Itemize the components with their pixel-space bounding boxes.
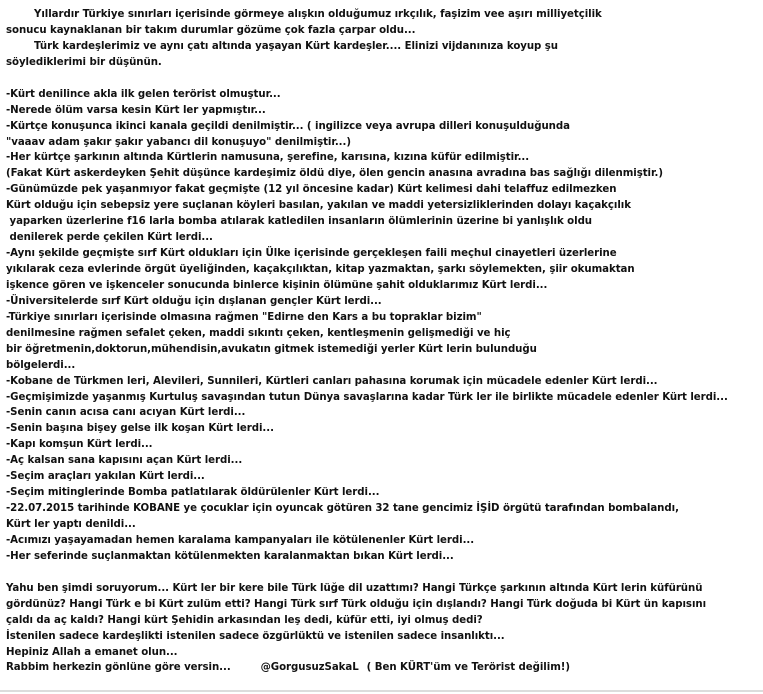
list-item: yıkılarak ceza evlerinde örgüt üyeliğinden, kaçakçılıktan, kitap yazmaktan, şarkı söylemekten, şiir okumaktan — [6, 264, 635, 275]
list-item: -Günümüzde pek yaşanmıyor fakat geçmişte (12 yıl öncesine kadar) Kürt kelimesi dahi telaffuz edilmezken — [6, 184, 617, 196]
intro-line: Yıllardır Türkiye sınırları içerisinde görmeye alışkın olduğumuz ırkçılık, faşizim vee aşırı milliyetçilik — [34, 9, 602, 20]
intro-paragraph — [6, 7, 758, 71]
list-item: işkence gören ve işkenceler sonucunda binlerce kişinin ölümüne şahit olduklarımız Kürt lerdi... — [6, 279, 548, 291]
list-item: Kürt ler yaptı denildi... — [6, 519, 136, 530]
document-body — [6, 7, 758, 676]
statement-list — [6, 87, 758, 565]
author-tagline: ( Ben KÜRT'üm ve Terörist değilim!) — [366, 662, 570, 674]
list-item: -Kobane de Türkmen leri, Alevileri, Sunnileri, Kürtleri canları pahasına korumak için mücadele edenler Kürt lerdi... — [6, 375, 658, 387]
list-item: -Senin başına bişey gelse ilk koşan Kürt lerdi... — [6, 423, 274, 435]
list-item: (Fakat Kürt askerdeyken Şehit düşünce kardeşimiz öldü diye, ölen gencin anasına avradına bas sağlığı dilenmiştir.) — [6, 168, 663, 180]
intro-line: söylediklerimi bir düşünün. — [6, 56, 162, 68]
list-item: -Kürt denilince akla ilk gelen terörist olmuştur... — [6, 88, 281, 100]
list-item: -Seçim araçları yakılan Kürt lerdi... — [6, 471, 205, 483]
closing-line: İstenilen sadece kardeşlikti istenilen sadece özgürlüktü ve istenilen sadece insanlıktı... — [6, 630, 505, 642]
signature-line — [6, 660, 758, 676]
list-item: Kürt olduğu için sebepsiz yere suçlanan köyleri basılan, yakılan ve maddi yetersizliklerinden dolayı kaçakçılık — [6, 200, 631, 212]
author-handle: @GorgusuzSakaL — [260, 662, 359, 674]
spacer — [6, 565, 758, 581]
list-item: -Nerede ölüm varsa kesin Kürt ler yapmıştır... — [6, 104, 266, 116]
list-item: -22.07.2015 tarihinde KOBANE ye çocuklar için oyuncak götüren 32 tane gencimiz İŞİD örgütü tarafından bombalandı, — [6, 503, 679, 515]
list-item: denilmesine rağmen sefalet çeken, maddi sıkıntı çeken, kentleşmenin gelişmediği ve hiç — [6, 327, 511, 339]
list-item: -Aynı şekilde geçmişte sırf Kürt oldukları için Ülke içerisinde gerçekleşen faili meçhul cinayetleri üzerlerine — [6, 248, 617, 260]
list-item: -Kürtçe konuşunca ikinci kanala geçildi denilmiştir... ( ingilizce veya avrupa dilleri konuşulduğunda — [6, 120, 570, 132]
list-item: bir öğretmenin,doktorun,mühendisin,avukatın gitmek istemediği yerler Kürt lerin bulunduğu — [6, 343, 537, 355]
bottom-divider — [0, 690, 763, 692]
list-item: "vaaav adam şakır şakır yabancı dil konuşuyo" denilmiştir...) — [6, 136, 351, 148]
list-item: -Geçmişimizde yaşanmış Kurtuluş savaşından tutun Dünya savaşlarına kadar Türk ler ile birlikte mücadele edenler Kürt lerdi... — [6, 391, 728, 403]
list-item: -Üniversitelerde sırf Kürt olduğu için dışlanan gençler Kürt lerdi... — [6, 295, 382, 307]
list-item: -Türkiye sınırları içerisinde olmasına rağmen "Edirne den Kars a bu topraklar bizim" — [6, 311, 482, 323]
closing-line: Hepiniz Allah a emanet olun... — [6, 646, 178, 658]
closing-paragraph — [6, 581, 758, 661]
list-item: bölgelerdi... — [6, 359, 76, 371]
list-item: -Her seferinde suçlanmaktan kötülenmekten karalanmaktan bıkan Kürt lerdi... — [6, 550, 454, 562]
closing-line: gördünüz? Hangi Türk e bi Kürt zulüm etti? Hangi Türk sırf Türk olduğu için dışlandı? Hangi Türk doğuda bi Kürt ün kapısını — [6, 598, 707, 610]
list-item: -Her kürtçe şarkının altında Kürtlerin namusuna, şerefine, karısına, kızına küfür edilmiştir... — [6, 152, 530, 164]
closing-line: çaldı da aç kaldı? Hangi kürt Şehidin arkasından leş dedi, küfür etti, iyi olmuş dedi? — [6, 614, 483, 626]
list-item: -Aç kalsan sana kapısını açan Kürt lerdi... — [6, 455, 243, 467]
list-item: -Seçim mitinglerinde Bomba patlatılarak öldürülenler Kürt lerdi... — [6, 487, 380, 499]
closing-line: Yahu ben şimdi soruyorum... Kürt ler bir kere bile Türk lüğe dil uzattımı? Hangi Türkçe şarkının altında Kürt lerin küfürünü — [6, 582, 703, 594]
intro-line: Türk kardeşlerimiz ve aynı çatı altında yaşayan Kürt kardeşler.... Elinizi vijdanınıza koyup şu — [34, 40, 559, 52]
list-item: -Kapı komşun Kürt lerdi... — [6, 439, 153, 451]
list-item: yaparken üzerlerine f16 larla bomba atılarak katledilen insanların ölümlerinin üzerine bi yanlışlık oldu — [6, 216, 593, 228]
spacer — [6, 71, 758, 87]
list-item: denilerek perde çekilen Kürt lerdi... — [6, 232, 213, 244]
intro-line: sonucu kaynaklanan bir takım durumlar gözüme çok fazla çarpar oldu... — [6, 24, 416, 36]
list-item: -Acımızı yaşayamadan hemen karalama kampanyaları ile kötülenenler Kürt lerdi... — [6, 534, 475, 546]
list-item: -Senin canın acısa canı acıyan Kürt lerdi... — [6, 407, 246, 419]
signature-blessing: Rabbim herkezin gönlüne göre versin... — [6, 662, 231, 674]
